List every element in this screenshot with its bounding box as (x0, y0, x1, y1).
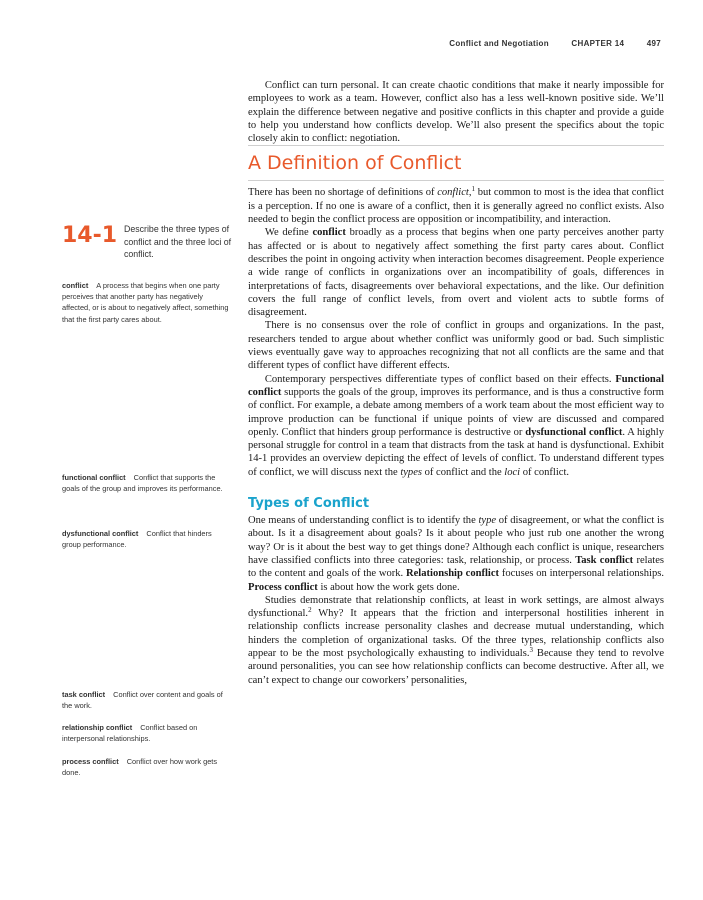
definition-paragraph-3: There is no consensus over the role of conflict in groups and organizations. In the past, researchers tended to argue about whether conflict was uniformly good or bad. Such simplistic views eventually gave way to approaches recognizing that not all conflicts are the same and that different types of conflict have different effects. (248, 320, 664, 372)
key-term: Process conflict (248, 581, 318, 593)
objective-number: 14-1 (62, 223, 118, 248)
glossary-definition: Conflict that hinders group performance. (62, 529, 212, 550)
glossary-definition: Conflict that supports the goals of the group and improves its performance. (62, 473, 223, 494)
objective-text: Describe the three types of conflict and the three loci of conflict. (124, 224, 232, 259)
footnote-marker: 2 (308, 606, 312, 615)
definition-paragraph-1: There has been no shortage of definitions of conflict,$^1$ but common to most is the idea that conflict is a perception. If no one is aware of a conflict, then it is generally agreed no conflict exists. Also needed to begin the conflict process are opposition or incompatibility, and interaction. (248, 185, 664, 226)
key-term: Relationship conflict (406, 568, 500, 580)
glossary-definition: A process that begins when one party perceives that another party has negatively affected, or is about to negatively affect, something that the first party cares about. (62, 281, 229, 324)
subsection-title: Types of Conflict (248, 496, 370, 512)
glossary-term: conflict (62, 281, 89, 290)
glossary-term: relationship conflict (62, 723, 133, 732)
header-chapter: CHAPTER 14 (571, 39, 625, 48)
glossary-term: process conflict (62, 757, 119, 766)
page-number: 497 (646, 39, 661, 48)
glossary-term: functional conflict (62, 473, 126, 482)
glossary-relationship-conflict (62, 722, 230, 744)
glossary-conflict (62, 280, 230, 325)
key-term: Functional conflict (248, 373, 664, 398)
definition-paragraph-4: Contemporary perspectives differentiate types of conflict based on their effects. Functional conflict supports the goals of the group, improves its performance, and is thus a constructive form of conflict. For example, a debate among members of a work team about the most efficient way to improve production can be functional if unique points of view are discussed and compared openly. Conflict that hinders group performance is destructive or dysfunctional conflict. A highly personal struggle for control in a team that distracts from the task at hand is dysfunctional. Exhibit 14-1 provides an overview depicting the effect of levels of conflict. To understand different types of conflict, we will discuss next the types of conflict and the loci of conflict. (248, 373, 664, 478)
glossary-definition: Conflict over how work gets done. (62, 757, 218, 778)
key-term: Task conflict (575, 554, 634, 566)
glossary-definition: Conflict over content and goals of the work. (62, 690, 223, 711)
running-header (449, 39, 661, 48)
types-paragraph-2: Studies demonstrate that relationship conflicts, at least in work settings, are almost always dysfunctional.$^2$ Why? It appears that the friction and interpersonal hostilities inherent in relationship conflicts increase personality clashes and decrease mutual understanding, which hinders the completion of organizational tasks. Of the three types, relationship conflicts also appear to be the most psychologically exhausting to individuals.$^3$ Because they tend to revolve around personalities, you can see how relationship conflicts can become destructive. After all, we can’t expect to change our coworkers’ personalities, (248, 594, 665, 686)
types-paragraph-1: One means of understanding conflict is to identify the type of disagreement, or what the conflict is about. Is it a disagreement about goals? Is it about people who just rub one another the wrong way? Or is it about the best way to get things done? Although each conflict is unique, researchers have classified conflicts into three categories: task, relationship, or process. Task conflict relates to the content and goals of the work. Relationship conflict focuses on interpersonal relationships. Process conflict is about how the work gets done. (248, 515, 665, 593)
header-section: Conflict and Negotiation (449, 39, 549, 48)
footnote-marker: 3 (529, 645, 533, 654)
section-divider (248, 145, 664, 146)
footnote-marker: 1 (471, 185, 475, 194)
section-title: A Definition of Conflict (248, 152, 462, 175)
key-term: dysfunctional conflict (525, 426, 623, 438)
glossary-definition: Conflict based on interpersonal relationships. (62, 723, 198, 744)
main-column (248, 79, 664, 687)
glossary-dysfunctional-conflict (62, 528, 230, 550)
glossary-term: dysfunctional conflict (62, 529, 139, 538)
definition-paragraph-2: We define conflict broadly as a process that begins when one party perceives another party has affected or is about to negatively affect something the first party cares about. Conflict describes the point in ongoing activity when interaction becomes disagreement. People experience a wide range of conflicts in organizations over an incompatibility of goals, differences in interpretations of facts, disagreements over behavioral expectations, and the like. Our definition covers the full range of conflict levels, from overt and violent acts to subtle forms of disagreement. (248, 227, 665, 319)
intro-paragraph: Conflict can turn personal. It can create chaotic conditions that make it nearly impossible for employees to work as a team. However, conflict also has a less well-known positive side. We’ll explain the difference between negative and positive conflicts in this chapter and provide a guide to help you understand how conflicts develop. We’ll also present the specifics about the topic closely akin to conflict: negotiation. (248, 80, 664, 145)
glossary-term: task conflict (62, 690, 106, 699)
glossary-functional-conflict (62, 472, 230, 494)
key-term: conflict (312, 227, 346, 239)
section-divider (248, 180, 664, 181)
glossary-process-conflict (62, 756, 230, 778)
glossary-task-conflict (62, 689, 230, 711)
